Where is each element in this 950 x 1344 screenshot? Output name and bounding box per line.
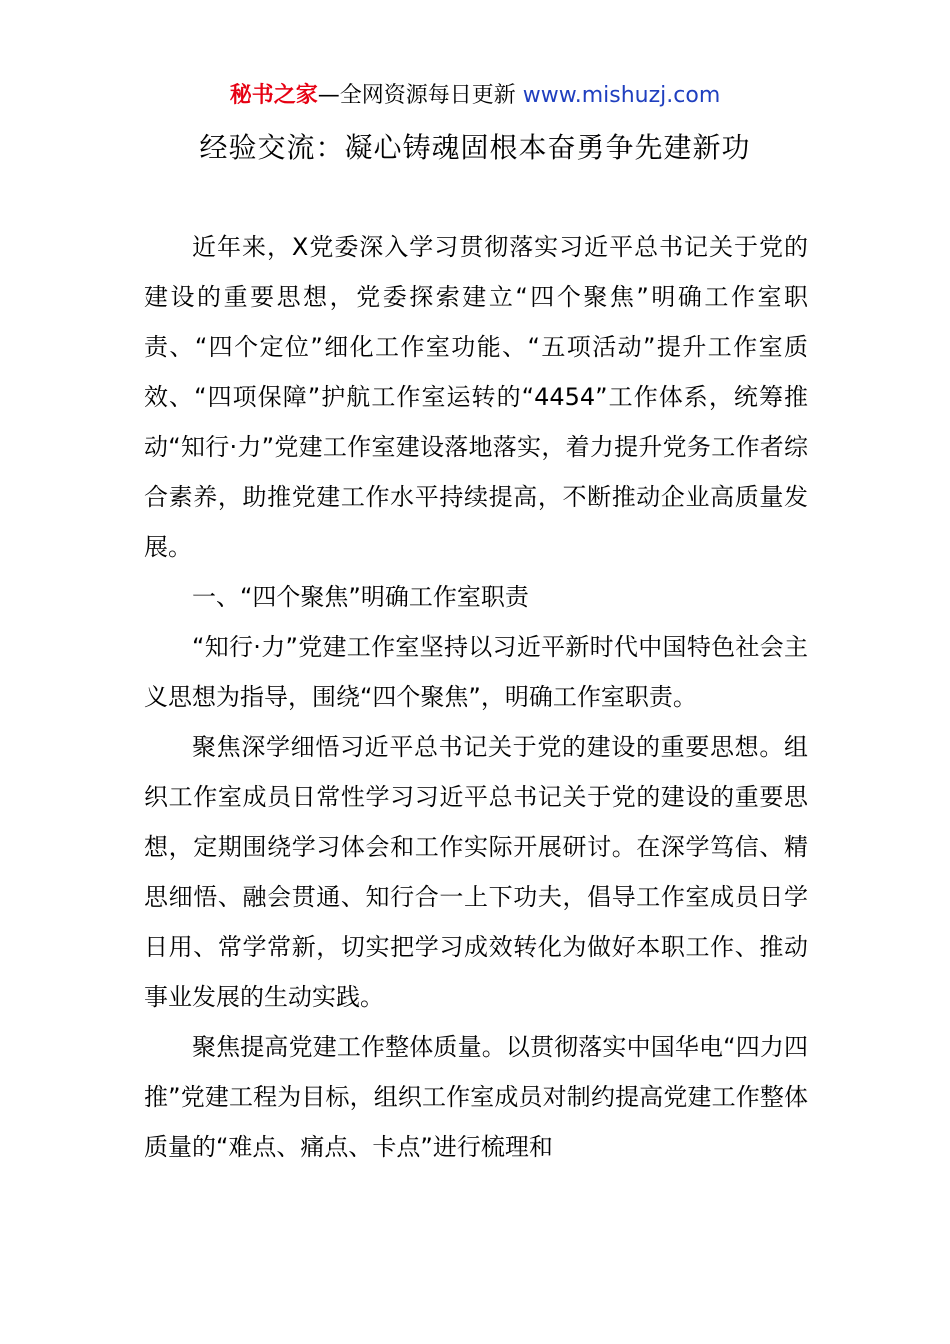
body-paragraph: “知行·力”党建工作室坚持以习近平新时代中国特色社会主义思想为指导，围绕“四个聚焦”，明确工作室职责。 [144, 633, 808, 711]
body-paragraph: 聚焦深学细悟习近平总书记关于党的建设的重要思想。组织工作室成员日常性学习习近平总书记关于党的建设的重要思想，定期围绕学习体会和工作实际开展研讨。在深学笃信、精思细悟、融会贯通、知行合一上下功夫，倡导工作室成员日学日用、常学常新，切实把学习成效转化为做好本职工作、推动事业发展的生动实践。 [144, 733, 808, 1011]
section-heading: 一、“四个聚焦”明确工作室职责 [192, 583, 529, 611]
body-paragraph: 聚焦提高党建工作整体质量。以贯彻落实中国华电“四力四推”党建工程为目标，组织工作室成员对制约提高党建工作整体质量的“难点、痛点、卡点”进行梳理和 [144, 1033, 808, 1161]
intro-paragraph: 近年来，X党委深入学习贯彻落实习近平总书记关于党的建设的重要思想，党委探索建立“四个聚焦”明确工作室职责、“四个定位”细化工作室功能、“五项活动”提升工作室质效、“四项保障”护航工作室运转的“4454”工作体系，统筹推动“知行·力”党建工作室建设落地落实，着力提升党务工作者综合素养，助推党建工作水平持续提高，不断推动企业高质量发展。 [144, 233, 808, 561]
document-body [144, 222, 808, 1172]
site-header [0, 80, 950, 112]
header-tagline: —全网资源每日更新 [317, 83, 523, 108]
page-title: 经验交流：凝心铸魂固根本奋勇争先建新功 [199, 131, 751, 164]
site-url-link[interactable]: www.mishuzj.com [522, 83, 721, 108]
brand-name: 秘书之家 [229, 83, 318, 108]
